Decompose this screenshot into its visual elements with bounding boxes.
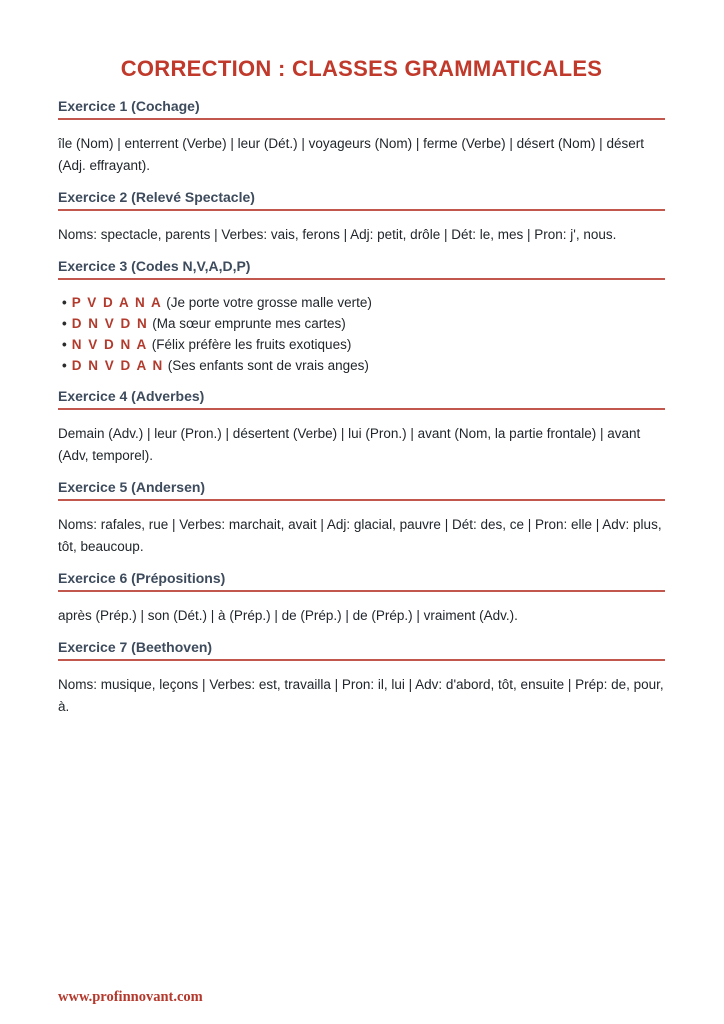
section-body-text: Demain (Adv.) | leur (Pron.) | désertent (Verbe) | lui (Pron.) | avant (Nom, la partie frontale) | avant (Adv, temporel). bbox=[58, 426, 641, 463]
exercise-section bbox=[58, 189, 665, 246]
section-heading: Exercice 4 (Adverbes) bbox=[58, 388, 665, 410]
section-body-text: Noms: spectacle, parents | Verbes: vais, ferons | Adj: petit, drôle | Dét: le, mes | Pron: j', nous. bbox=[58, 227, 617, 242]
code-list-item bbox=[62, 313, 665, 334]
code-letters: N V D N A bbox=[71, 337, 148, 352]
section-heading: Exercice 2 (Relevé Spectacle) bbox=[58, 189, 665, 211]
section-heading: Exercice 6 (Prépositions) bbox=[58, 570, 665, 592]
code-list bbox=[58, 292, 665, 376]
section-body-text: Noms: rafales, rue | Verbes: marchait, avait | Adj: glacial, pauvre | Dét: des, ce | Pron: elle | Adv: plus, tôt, beaucoup. bbox=[58, 517, 662, 554]
page-title: CORRECTION : CLASSES GRAMMATICALES bbox=[120, 56, 603, 81]
exercise-section bbox=[58, 98, 665, 177]
code-letters: D N V D N bbox=[71, 316, 149, 331]
code-letters: D N V D A N bbox=[71, 358, 164, 373]
section-heading: Exercice 3 (Codes N,V,A,D,P) bbox=[58, 258, 665, 280]
section-body-text: Noms: musique, leçons | Verbes: est, travailla | Pron: il, lui | Adv: d'abord, tôt, ensuite | Prép: de, pour, à. bbox=[58, 677, 664, 714]
exercise-section bbox=[58, 388, 665, 467]
exercise-section bbox=[58, 479, 665, 558]
exercise-section bbox=[58, 570, 665, 627]
code-sentence: (Je porte votre grosse malle verte) bbox=[166, 295, 372, 310]
code-list-item bbox=[62, 334, 665, 355]
exercise-section bbox=[58, 258, 665, 376]
sections-container bbox=[58, 98, 665, 718]
code-list-item bbox=[62, 292, 665, 313]
section-heading: Exercice 1 (Cochage) bbox=[58, 98, 665, 120]
footer-website-link[interactable]: www.profinnovant.com bbox=[58, 989, 203, 1005]
exercise-section bbox=[58, 639, 665, 718]
page-footer bbox=[58, 988, 203, 1006]
code-sentence: (Ma sœur emprunte mes cartes) bbox=[152, 316, 346, 331]
section-heading: Exercice 7 (Beethoven) bbox=[58, 639, 665, 661]
code-sentence: (Félix préfère les fruits exotiques) bbox=[151, 337, 352, 352]
code-sentence: (Ses enfants sont de vrais anges) bbox=[167, 358, 369, 373]
section-heading: Exercice 5 (Andersen) bbox=[58, 479, 665, 501]
code-list-item bbox=[62, 355, 665, 376]
section-body-text: après (Prép.) | son (Dét.) | à (Prép.) | de (Prép.) | de (Prép.) | vraiment (Adv.). bbox=[58, 608, 518, 623]
section-body-text: île (Nom) | enterrent (Verbe) | leur (Dét.) | voyageurs (Nom) | ferme (Verbe) | désert (Nom) | désert (Adj. effrayant). bbox=[58, 136, 644, 173]
code-letters: P V D A N A bbox=[71, 295, 163, 310]
